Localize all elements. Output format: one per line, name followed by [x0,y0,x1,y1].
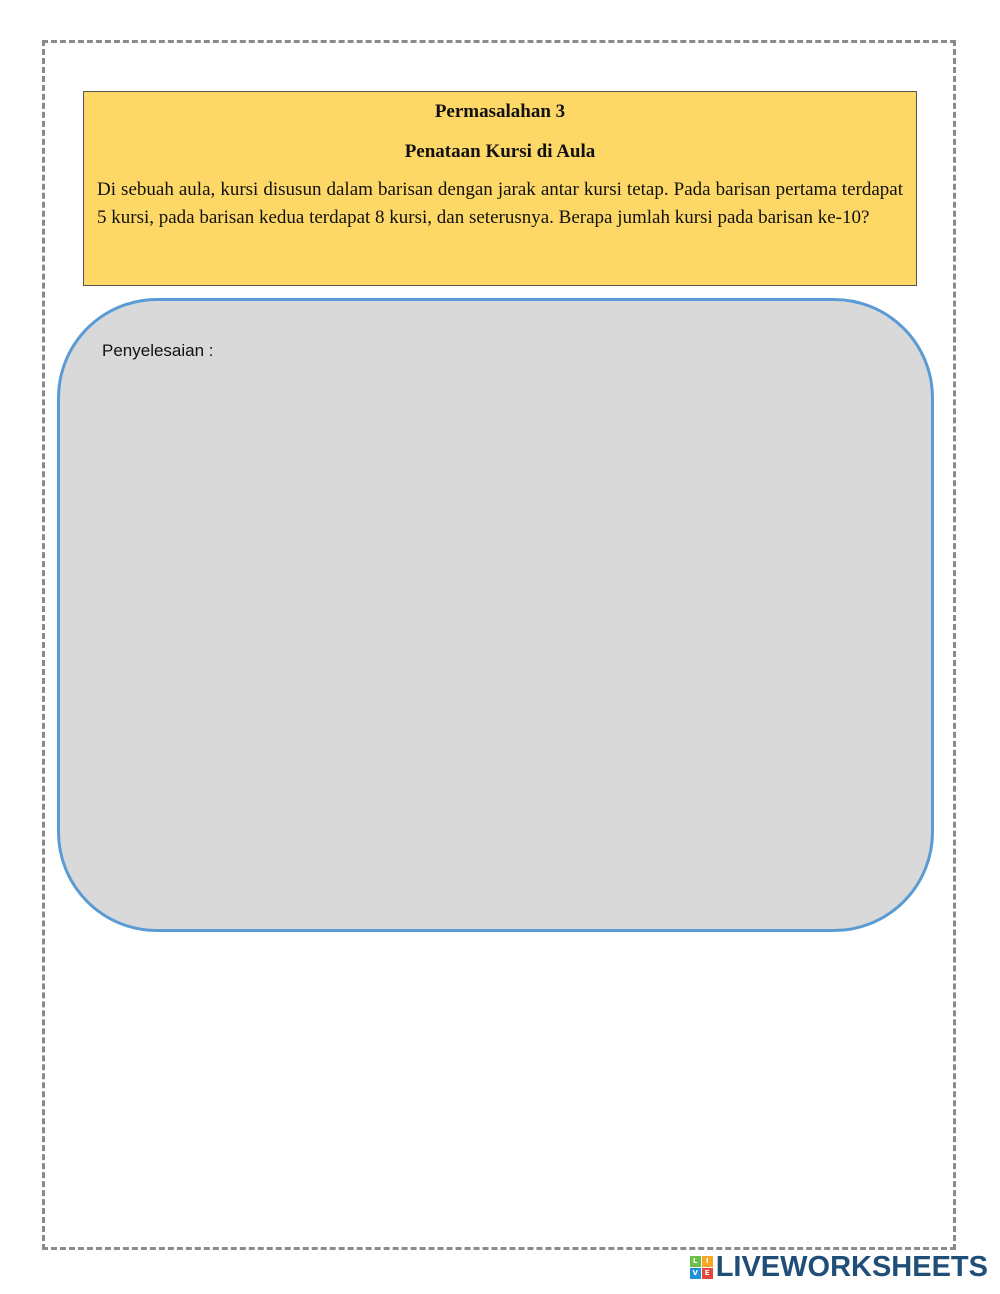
problem-title: Permasalahan 3 [434,101,566,122]
problem-card [83,91,917,286]
liveworksheets-logo-icon: L I V E [690,1256,713,1279]
problem-subtitle: Penataan Kursi di Aula [404,141,596,162]
answer-label: Penyelesaian : [102,341,214,360]
problem-text: Di sebuah aula, kursi disusun dalam barisan dengan jarak antar kursi tetap. Pada barisan pertama terdapat 5 kursi, pada barisan kedua terdapat 8 kursi, dan seterusnya. Berapa jumlah kursi pada barisan ke-10? [97,179,903,228]
brand-logo [690,1251,988,1284]
answer-area[interactable] [57,298,934,932]
brand-name: LIVEWORKSHEETS [715,1251,988,1283]
